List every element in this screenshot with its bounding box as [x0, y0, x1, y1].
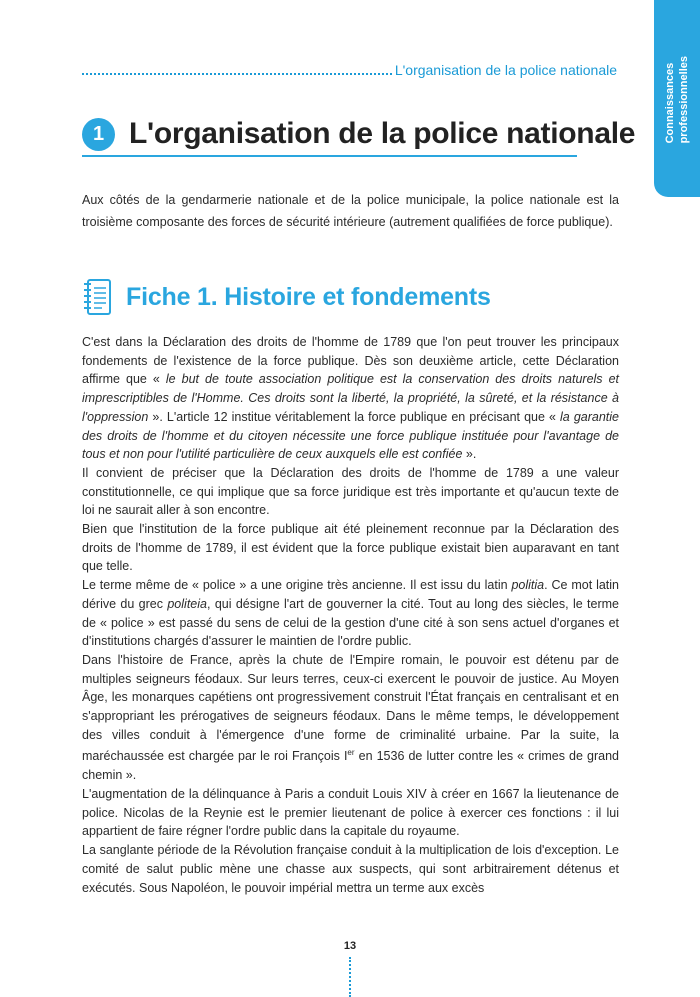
- body-text: [82, 333, 619, 897]
- paragraph: La sanglante période de la Révolution française conduit à la multiplication de lois d'exception. Le comité de salut public mène une chasse aux suspects, qui sont arbitrairement détenus et exécutés. Sous Napoléon, le pouvoir impérial mettra un terme aux excès: [82, 843, 619, 895]
- page-number: 13: [343, 940, 357, 952]
- section-heading: [82, 276, 491, 318]
- intro-paragraph: Aux côtés de la gendarmerie nationale et de la police municipale, la police nationale est la troisième composante des forces de sécurité intérieure (autrement qualifiées de force publique).: [82, 193, 619, 229]
- section-title: Fiche 1. Histoire et fondements: [126, 282, 491, 311]
- chapter-title: L'organisation de la police nationale: [129, 117, 636, 150]
- paragraph: L'augmentation de la délinquance à Paris a conduit Louis XIV à créer en 1667 la lieutenance de police. Nicolas de la Reynie est le premier lieutenant de police à exercer ces fonctions : il lui appartient de faire régner l'ordre public dans la capitale du royaume.: [82, 787, 619, 839]
- running-header: [82, 62, 617, 78]
- page-number-leader: [349, 957, 351, 997]
- leader-dots: [82, 63, 392, 75]
- side-tab-label: Connaissances professionnelles: [664, 56, 690, 144]
- chapter-number-badge: 1: [82, 118, 115, 151]
- paragraph: Il convient de préciser que la Déclaration des droits de l'homme de 1789 a une valeur constitutionnelle, ce qui implique que sa force juridique est très importante et qu'aucun texte de loi ne saurait aller à son encontre.: [82, 465, 619, 518]
- paragraph: Bien que l'institution de la force publique ait été pleinement reconnue par la Déclaration des droits de l'homme de 1789, il est évident que la force publique existait bien auparavant en tant que telle.: [82, 522, 619, 574]
- chapter-heading: [82, 117, 636, 157]
- paragraph: C'est dans la Déclaration des droits de l'homme de 1789 que l'on peut trouver les principaux fondements de l'existence de la force publique. Dès son deuxième article, cette Déclaration affirme que « le but de toute association politique est la conservation des droits naturels et imprescriptibles de l'Homme. Ces droits sont la liberté, la propriété, la sûreté, et la résistance à l'oppression ». L'article 12 institue véritablement la force publique en précisant que « la garantie des droits de l'homme et du citoyen nécessite une force publique instituée pour l'avantage de tous et non pour l'utilité particulière de ceux auxquels elle est confiée ».: [82, 335, 620, 462]
- side-tab: [654, 0, 700, 197]
- paragraph: Dans l'histoire de France, après la chute de l'Empire romain, le pouvoir est détenu par de multiples seigneurs féodaux. Sur leurs terres, ceux-ci exercent le pouvoir de justice. Au Moyen Âge, les monarques capétiens ont progressivement construit l'État français en centralisant et en s'appropriant les prérogatives de seigneurs féodaux. Dans le même temps, le développement des villes conduit à l'émergence d'une forme de criminalité urbaine. Par la suite, la maréchaussée est chargée par le roi François Ier en 1536 de lutter contre les « crimes de grand chemin ».: [82, 652, 619, 783]
- notebook-icon: [82, 276, 114, 318]
- running-title: L'organisation de la police nationale: [394, 62, 617, 78]
- paragraph: Le terme même de « police » a une origine très ancienne. Il est issu du latin politia. Ce mot latin dérive du grec politeia, qui désigne l'art de gouverner la cité. Tout au long des siècles, le terme de « police » est passé du sens de celui de la gestion d'une cité à son sens actuel d'organes et d'institutions chargés d'assurer le maintien de l'ordre public.: [82, 578, 620, 649]
